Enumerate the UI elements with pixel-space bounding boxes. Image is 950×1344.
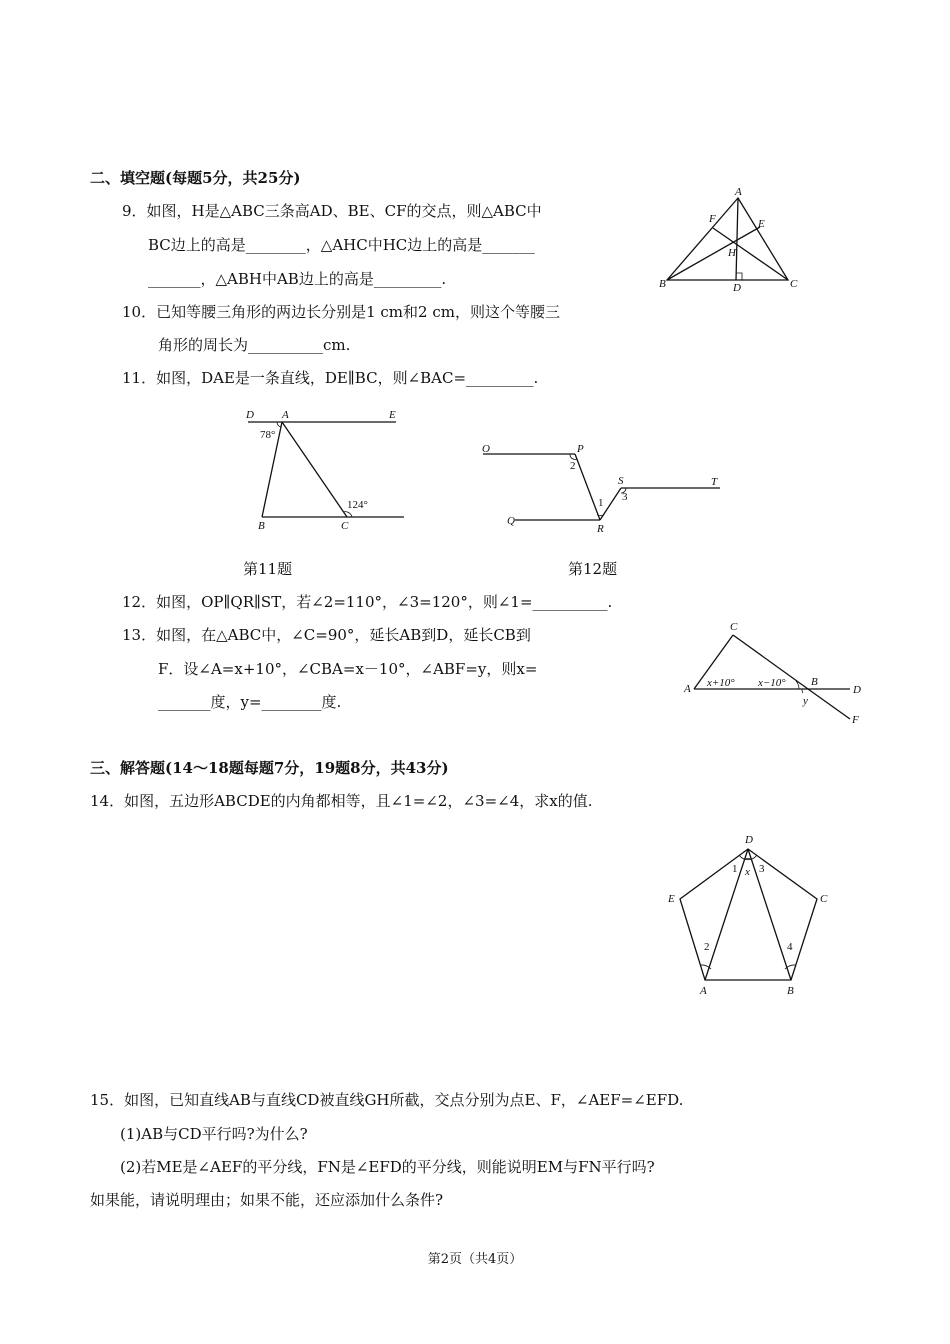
fig13-angle-y: y xyxy=(803,695,808,707)
fig11-angle-c: 124° xyxy=(347,499,368,511)
fig14-angle-x: x xyxy=(745,866,750,878)
q15-line1: 15．如图，已知直线AB与直线CD被直线GH所截，交点分别为点E、F，∠AEF=∠EFD. xyxy=(90,1091,684,1109)
section2-heading: 二、填空题(每题5分，共25分) xyxy=(90,169,301,187)
fig12-label-r: R xyxy=(597,523,604,535)
fig9-label-h: H xyxy=(728,247,736,259)
fig11-label-e: E xyxy=(389,409,396,421)
fig12-angle-1: 1 xyxy=(598,497,604,509)
fig12-angle-2: 2 xyxy=(570,460,576,472)
figure-q12 xyxy=(475,438,730,538)
q10-line1: 10．已知等腰三角形的两边长分别是1 cm和2 cm，则这个等腰三 xyxy=(122,303,560,321)
q12-line1: 12．如图，OP∥QR∥ST，若∠2=110°，∠3=120°，则∠1=__________. xyxy=(122,593,613,611)
q9-line3: _______，△ABH中AB边上的高是_________. xyxy=(148,270,447,288)
q13-line1: 13．如图，在△ABC中，∠C=90°，延长AB到D，延长CB到 xyxy=(122,626,531,644)
fig9-label-a: A xyxy=(735,186,742,198)
fig12-label-t: T xyxy=(711,476,718,488)
fig14-label-d: D xyxy=(745,834,753,846)
fig11-angle-a: 78° xyxy=(260,429,276,441)
fig9-label-b: B xyxy=(659,278,666,290)
q15-line4: 如果能，请说明理由；如果不能，还应添加什么条件? xyxy=(90,1191,444,1209)
section3-heading: 三、解答题(14～18题每题7分，19题8分，共43分) xyxy=(90,759,449,777)
fig14-label-a: A xyxy=(700,985,707,997)
fig9-label-d: D xyxy=(733,282,741,294)
figure-q13 xyxy=(680,618,870,730)
fig9-label-e: E xyxy=(758,218,765,230)
fig13-label-b: B xyxy=(811,676,818,688)
fig14-angle-3: 3 xyxy=(759,863,765,875)
q14-line1: 14．如图，五边形ABCDE的内角都相等，且∠1=∠2，∠3=∠4，求x的值. xyxy=(90,792,593,810)
fig13-angle-a: x+10° xyxy=(707,677,735,689)
fig14-label-c: C xyxy=(820,893,828,905)
fig12-label-p: P xyxy=(577,443,584,455)
q10-line2: 角形的周长为__________cm. xyxy=(158,336,351,354)
fig13-label-d: D xyxy=(853,684,861,696)
fig9-label-f: F xyxy=(709,213,716,225)
figure-q14 xyxy=(660,828,840,1000)
fig9-label-c: C xyxy=(790,278,798,290)
fig14-angle-4: 4 xyxy=(787,941,793,953)
fig12-angle-3: 3 xyxy=(622,491,628,503)
fig12-caption: 第12题 xyxy=(568,560,618,578)
q13-line2: F．设∠A=x+10°，∠CBA=x－10°，∠ABF=y，则x= xyxy=(158,660,538,678)
fig13-label-a: A xyxy=(684,683,691,695)
q9-line1: 9．如图，H是△ABC三条高AD、BE、CF的交点，则△ABC中 xyxy=(122,202,542,220)
fig11-label-c: C xyxy=(341,520,349,532)
fig13-angle-b: x−10° xyxy=(758,677,786,689)
fig14-angle-2: 2 xyxy=(704,941,710,953)
q9-line2: BC边上的高是________，△AHC中HC边上的高是_______ xyxy=(148,236,535,254)
fig14-label-b: B xyxy=(787,985,794,997)
fig14-angle-1: 1 xyxy=(732,863,738,875)
figure-q11 xyxy=(240,402,415,540)
q15-line2: (1)AB与CD平行吗?为什么? xyxy=(120,1125,308,1143)
fig14-label-e: E xyxy=(668,893,675,905)
fig11-caption: 第11题 xyxy=(243,560,293,578)
fig12-label-q: Q xyxy=(507,515,515,527)
q11-line1: 11．如图，DAE是一条直线，DE∥BC，则∠BAC=_________. xyxy=(122,369,539,387)
fig13-label-f: F xyxy=(852,714,859,726)
fig11-label-a: A xyxy=(282,409,289,421)
fig12-label-o: O xyxy=(482,443,490,455)
figure-q9 xyxy=(650,185,810,295)
fig12-label-s: S xyxy=(618,475,624,487)
q13-line3: _______度，y=________度. xyxy=(158,693,342,711)
q15-line3: (2)若ME是∠AEF的平分线，FN是∠EFD的平分线，则能说明EM与FN平行吗? xyxy=(120,1158,655,1176)
fig13-label-c: C xyxy=(730,621,738,633)
page-footer: 第2页（共4页） xyxy=(427,1252,523,1267)
fig11-label-d: D xyxy=(246,409,254,421)
fig11-label-b: B xyxy=(258,520,265,532)
